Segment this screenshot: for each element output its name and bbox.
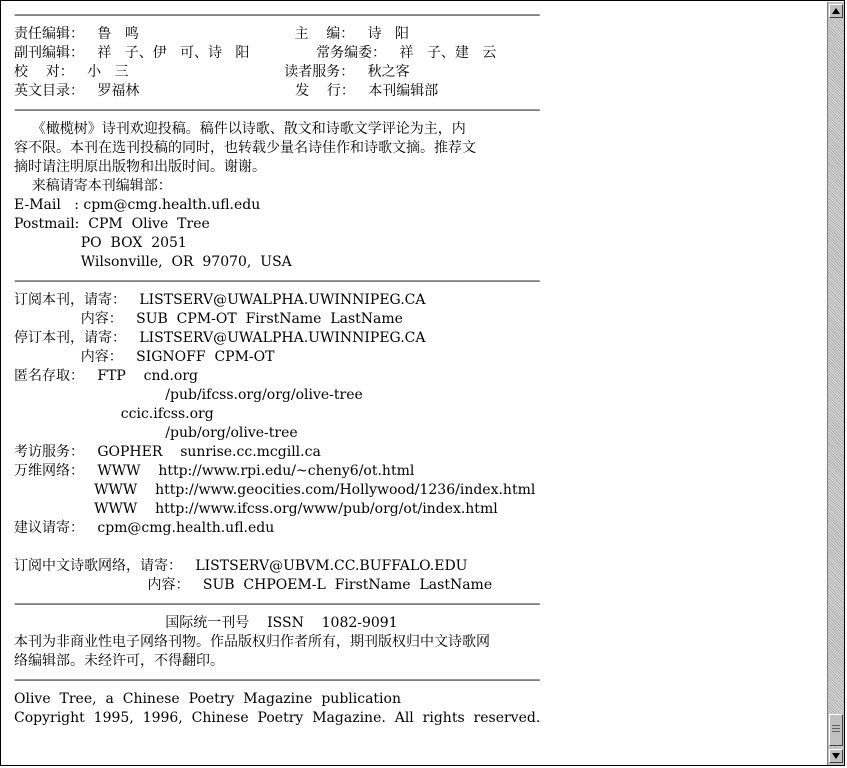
triangle-down-icon <box>832 753 840 759</box>
triangle-up-icon <box>832 8 840 14</box>
text-line: 容不限。本刊在选刊投稿的同时，也转载少量名诗佳作和诗歌文摘。推荐文 <box>14 140 476 156</box>
grip-line-icon <box>832 731 840 732</box>
separator-line: —————————————————————————————————————————— <box>14 7 539 23</box>
text-line: 英文目录： 罗福林 发 行： 本刊编辑部 <box>14 83 439 99</box>
text-line: 校 对： 小 三 读者服务： 秋之客 <box>14 64 410 80</box>
text-line: 内容： SUB CHPOEM-L FirstName LastName <box>14 577 493 593</box>
document-text <box>14 6 824 762</box>
grip-line-icon <box>832 728 840 729</box>
text-line: /pub/ifcss.org/org/olive-tree <box>14 387 363 403</box>
text-line: 摘时请注明原出版物和出版时间。谢谢。 <box>14 159 266 175</box>
grip-line-icon <box>832 725 840 726</box>
text-line: 《橄榄树》诗刊欢迎投稿。稿件以诗歌、散文和诗歌文学评论为主，内 <box>14 121 466 137</box>
separator-line: —————————————————————————————————————————— <box>14 273 539 289</box>
text-line: 本刊为非商业性电子网络刊物。作品版权归作者所有，期刊版权归中文诗歌网 <box>14 634 490 650</box>
text-line: 内容： SUB CPM-OT FirstName LastName <box>14 311 403 327</box>
separator-line: —————————————————————————————————————————— <box>14 596 539 612</box>
text-line: PO BOX 2051 <box>14 235 187 251</box>
vertical-scrollbar[interactable] <box>827 2 844 765</box>
text-line: 订阅本刊，请寄： LISTSERV@UWALPHA.UWINNIPEG.CA <box>14 292 426 308</box>
text-line: 订阅中文诗歌网络，请寄： LISTSERV@UBVM.CC.BUFFALO.EDU <box>14 558 468 574</box>
separator-line: —————————————————————————————————————————— <box>14 672 539 688</box>
text-line: Wilsonville, OR 97070, USA <box>14 254 292 270</box>
scroll-track[interactable] <box>829 19 843 748</box>
text-line: 匿名存取： FTP cnd.org <box>14 368 198 384</box>
scroll-down-button[interactable] <box>829 749 843 763</box>
text-line: E-Mail : cpm@cmg.health.ufl.edu <box>14 197 261 213</box>
separator-line: —————————————————————————————————————————— <box>14 102 539 118</box>
text-line: 考访服务： GOPHER sunrise.cc.mcgill.ca <box>14 444 321 460</box>
text-line: ccic.ifcss.org <box>14 406 214 422</box>
scroll-thumb[interactable] <box>829 714 843 746</box>
text-line: 责任编辑： 鲁 鸣 主 编： 诗 阳 <box>14 26 409 42</box>
text-line: 副刊编辑： 祥 子、伊 可、诗 阳 常务编委： 祥 子、建 云 <box>14 45 497 61</box>
text-line: 万维网络： WWW http://www.rpi.edu/~cheny6/ot.html <box>14 463 415 479</box>
text-line: Olive Tree, a Chinese Poetry Magazine publication <box>14 691 401 707</box>
text-line: Postmail: CPM Olive Tree <box>14 216 210 232</box>
text-line: 内容： SIGNOFF CPM-OT <box>14 349 275 365</box>
text-line: Copyright 1995, 1996, Chinese Poetry Magazine. All rights reserved. <box>14 710 541 726</box>
text-line: 来稿请寄本刊编辑部： <box>14 178 172 194</box>
text-line: 停订本刊，请寄： LISTSERV@UWALPHA.UWINNIPEG.CA <box>14 330 426 346</box>
text-line: WWW http://www.ifcss.org/www/pub/org/ot/index.html <box>14 501 498 517</box>
text-line <box>14 538 824 557</box>
text-line: /pub/org/olive-tree <box>14 425 298 441</box>
text-line: 国际统一刊号 ISSN 1082-9091 <box>14 615 398 631</box>
text-line: 络编辑部。未经许可，不得翻印。 <box>14 653 224 669</box>
scroll-up-button[interactable] <box>829 4 843 18</box>
text-line: WWW http://www.geocities.com/Hollywood/1236/index.html <box>14 482 536 498</box>
text-line: 建议请寄： cpm@cmg.health.ufl.edu <box>14 520 275 536</box>
